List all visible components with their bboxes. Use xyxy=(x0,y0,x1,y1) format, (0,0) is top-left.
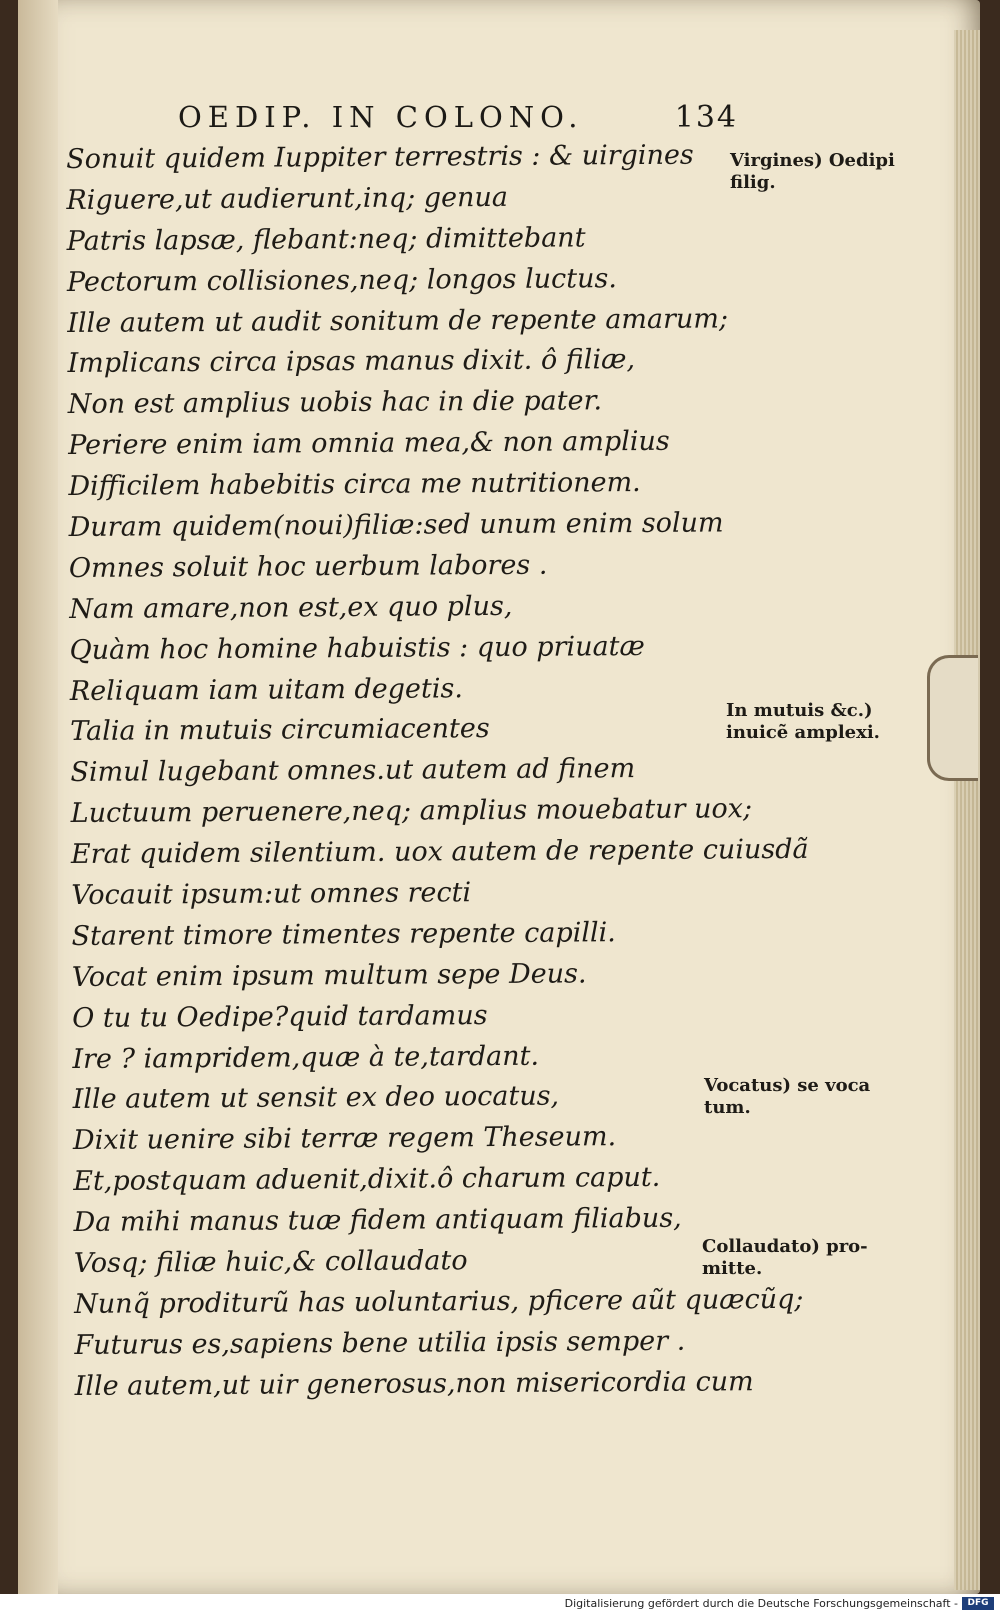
text-line: Ille autem ut audit sonitum de repente amarum; xyxy=(67,302,729,339)
margin-note xyxy=(702,1236,868,1280)
text-line: Patris lapsæ, flebant:neq; dimittebant xyxy=(66,222,586,257)
text-line: Quàm hoc homine habuistis : quo priuatæ xyxy=(69,630,645,666)
margin-note xyxy=(704,1075,870,1119)
margin-note-line: inuicẽ amplexi. xyxy=(726,722,880,743)
running-title: OEDIP. IN COLONO. xyxy=(178,100,584,134)
text-line: Erat quidem silentium. uox autem de repente cuiusdã xyxy=(70,833,809,871)
margin-note xyxy=(726,700,880,744)
digitization-footer xyxy=(0,1594,1000,1614)
text-line: O tu tu Oedipe?quid tardamus xyxy=(72,999,488,1034)
text-line: Pectorum collisiones,neq; longos luctus. xyxy=(66,262,617,298)
text-line: Nam amare,non est,ex quo plus, xyxy=(69,590,513,625)
text-line: Ille autem,ut uir generosus,non misericordia cum xyxy=(74,1365,754,1402)
text-line: Luctuum peruenere,neq; amplius mouebatur uox; xyxy=(70,793,753,830)
text-line: Periere enim iam omnia mea,& non amplius xyxy=(68,426,670,462)
margin-note-line: filig. xyxy=(730,172,776,193)
margin-note-line: In mutuis &c.) xyxy=(726,700,873,721)
text-line: Reliquam iam uitam degetis. xyxy=(69,672,464,707)
text-line: Et,postquam aduenit,dixit.ô charum caput. xyxy=(73,1162,661,1198)
margin-note-line: tum. xyxy=(704,1097,751,1118)
text-line: Vocat enim ipsum multum sepe Deus. xyxy=(71,958,587,993)
text-line: Ille autem ut sensit ex deo uocatus, xyxy=(72,1081,560,1116)
text-line: Vocauit ipsum:ut omnes recti xyxy=(71,877,472,912)
margin-note-line: Collaudato) pro- xyxy=(702,1236,868,1257)
text-line: Duram quidem(noui)filiæ:sed unum enim solum xyxy=(68,507,724,544)
page-stack-edge xyxy=(954,30,980,1590)
margin-note-line: mitte. xyxy=(702,1258,763,1279)
margin-note-line: Virgines) Oedipi xyxy=(730,150,895,171)
text-line: Futurus es,sapiens bene utilia ipsis semper . xyxy=(74,1325,686,1361)
text-line: Implicans circa ipsas manus dixit. ô filiæ, xyxy=(67,344,636,380)
text-line: Nunq̃ proditurũ has uoluntarius, pficere aũt quæcũq; xyxy=(74,1283,804,1320)
text-line: Omnes soluit hoc uerbum labores . xyxy=(68,549,548,584)
text-line: Starent timore timentes repente capilli. xyxy=(71,917,616,952)
running-header xyxy=(178,100,738,140)
text-line: Difficilem habebitis circa me nutritionem. xyxy=(68,467,641,503)
text-line: Talia in mutuis circumiacentes xyxy=(70,713,490,748)
text-line: Non est amplius uobis hac in die pater. xyxy=(67,385,603,421)
text-line: Riguere,ut audierunt,inq; genua xyxy=(66,181,509,216)
page-number: 134 xyxy=(674,100,738,135)
margin-note-line: Vocatus) se voca xyxy=(704,1075,871,1096)
text-line: Dixit uenire sibi terræ regem Theseum. xyxy=(72,1121,617,1157)
text-line: Ire ? iampridem,quæ à te,tardant. xyxy=(72,1040,540,1075)
facing-page-edge xyxy=(18,0,58,1594)
footer-credit: Digitalisierung gefördert durch die Deutsche Forschungsgemeinschaft - xyxy=(564,1597,958,1610)
text-line: Vosq; filiæ huic,& collaudato xyxy=(73,1245,468,1280)
book-page xyxy=(18,0,980,1594)
margin-note xyxy=(730,150,895,194)
dfg-logo: DFG xyxy=(962,1597,994,1610)
text-line: Sonuit quidem Iuppiter terrestris : & uirgines xyxy=(66,139,694,175)
text-line: Simul lugebant omnes.ut autem ad finem xyxy=(70,753,636,789)
book-clip xyxy=(927,655,978,781)
text-line: Da mihi manus tuæ fidem antiquam filiabus, xyxy=(73,1202,682,1239)
